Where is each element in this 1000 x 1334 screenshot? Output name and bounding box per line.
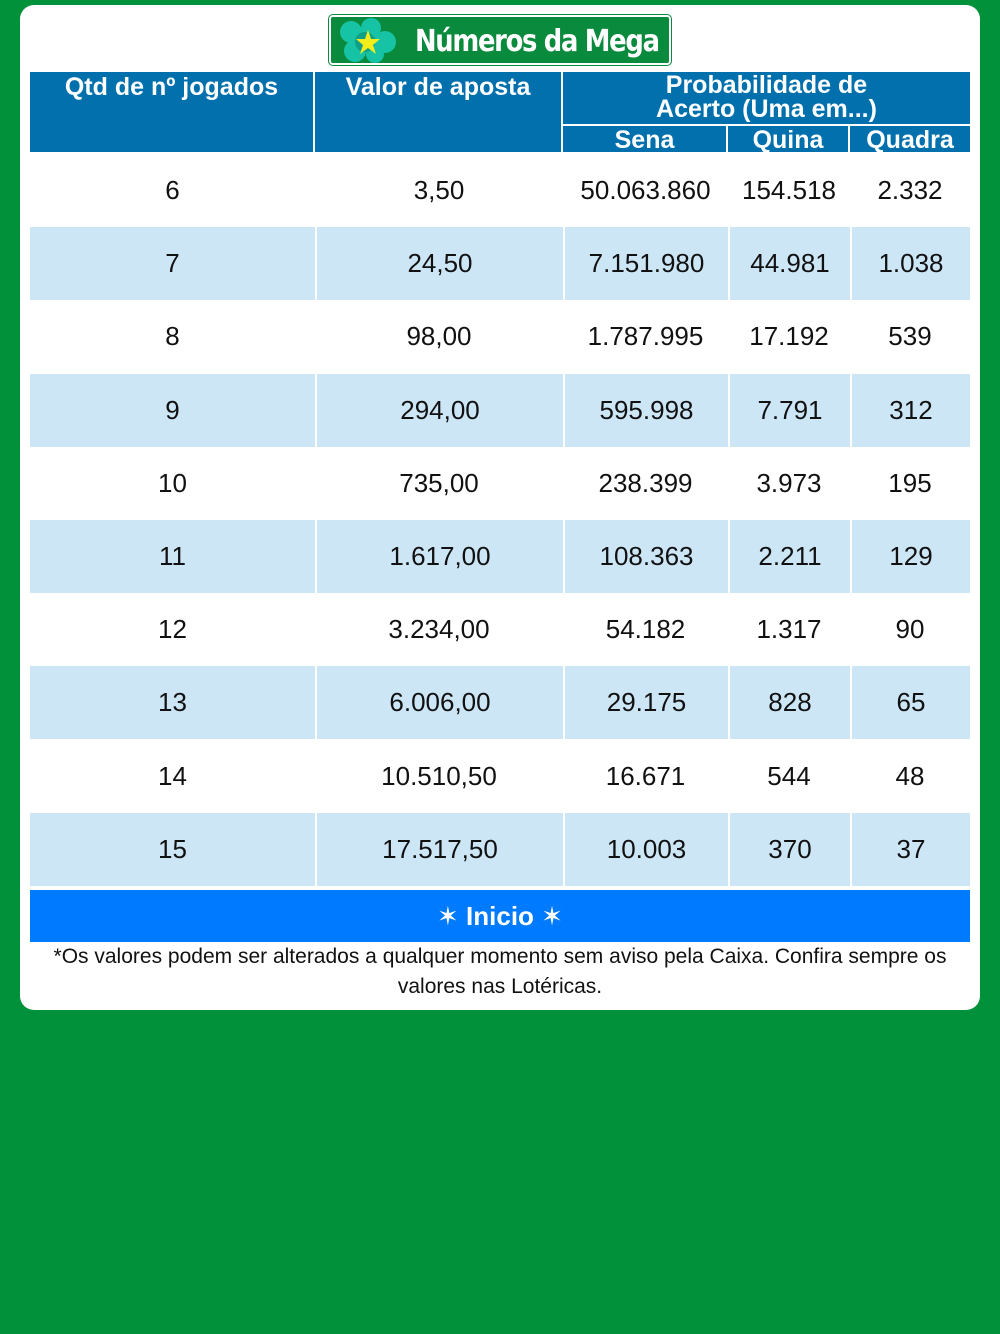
cell-quadra: 1.038 [850,227,970,300]
cell-valor: 3.234,00 [388,614,490,645]
table-row [30,740,970,813]
cell-valor: 98,00 [406,321,472,352]
cell-quina: 154.518 [742,175,836,205]
cell-sena: 7.151.980 [563,227,728,300]
cell-sena: 595.998 [563,374,728,447]
cell-qtd: 9 [165,394,180,425]
cell-quina: 17.192 [749,321,829,352]
cell-valor: 17.517,50 [315,813,563,886]
header-quina: Quina [728,126,848,152]
cell-qtd: 8 [165,321,180,352]
cell-quina: 44.981 [728,227,850,300]
clover-star-icon [335,18,401,64]
header-sena: Sena [563,126,726,152]
cell-quadra: 312 [850,374,970,447]
table-row [30,374,970,447]
header-qtd: Qtd de nº jogados [30,72,313,152]
table-row [30,154,970,227]
cell-quina: 544 [767,760,811,791]
header-quadra: Quadra [850,126,970,152]
cell-quadra: 37 [850,813,970,886]
cell-valor: 24,50 [315,227,563,300]
header-valor: Valor de aposta [315,72,561,152]
cell-sena: 238.399 [598,467,693,498]
footnote: *Os valores podem ser alterados a qualquer momento sem aviso pela Caixa. Confira sempre os valores nas Lotéricas. [53,945,947,998]
cell-valor: 294,00 [315,374,563,447]
cell-sena: 108.363 [563,520,728,593]
cell-sena: 50.063.860 [580,175,711,205]
cell-qtd: 13 [158,687,187,718]
cell-quina: 7.791 [728,374,850,447]
cell-qtd: 10 [158,467,187,498]
cell-valor: 3,50 [413,175,465,205]
logo-title: Números da Mega [415,24,659,59]
cell-sena: 16.671 [605,760,686,791]
cell-quina: 828 [728,666,850,739]
table-row [30,813,970,886]
cell-sena: 10.003 [563,813,728,886]
cell-quina: 3.973 [756,467,822,498]
cell-sena: 1.787.995 [587,321,704,352]
cell-valor: 6.006,00 [315,666,563,739]
cell-sena: 29.175 [563,666,728,739]
cell-valor: 735,00 [399,467,479,498]
header-divider [563,124,970,126]
table-row [30,300,970,373]
cell-quadra: 2.332 [877,175,943,205]
cell-quadra: 195 [888,467,932,498]
cell-qtd: 6 [165,175,180,205]
cell-qtd: 14 [158,760,187,791]
cell-valor: 1.617,00 [315,520,563,593]
app-logo [329,15,671,65]
header-probabilidade: Probabilidade de Acerto (Uma em...) [563,72,970,124]
cell-quadra: 65 [850,666,970,739]
cell-valor: 10.510,50 [381,760,497,791]
cell-quina: 370 [728,813,850,886]
cell-quadra: 539 [888,321,932,352]
cell-quina: 1.317 [756,614,822,645]
table-row [30,666,970,739]
table-row [30,593,970,666]
cell-qtd: 15 [158,833,187,864]
cell-qtd: 12 [158,614,187,645]
cell-sena: 54.182 [605,614,686,645]
cell-quadra: 129 [850,520,970,593]
cell-quadra: 48 [895,760,925,791]
cell-quina: 2.211 [728,520,850,593]
table-row [30,447,970,520]
table-row [30,520,970,593]
cell-qtd: 11 [159,541,186,571]
table-row [30,227,970,300]
cell-quadra: 90 [895,614,925,645]
inicio-button[interactable]: ✶ Inicio ✶ [30,890,970,942]
cell-qtd: 7 [165,248,180,279]
